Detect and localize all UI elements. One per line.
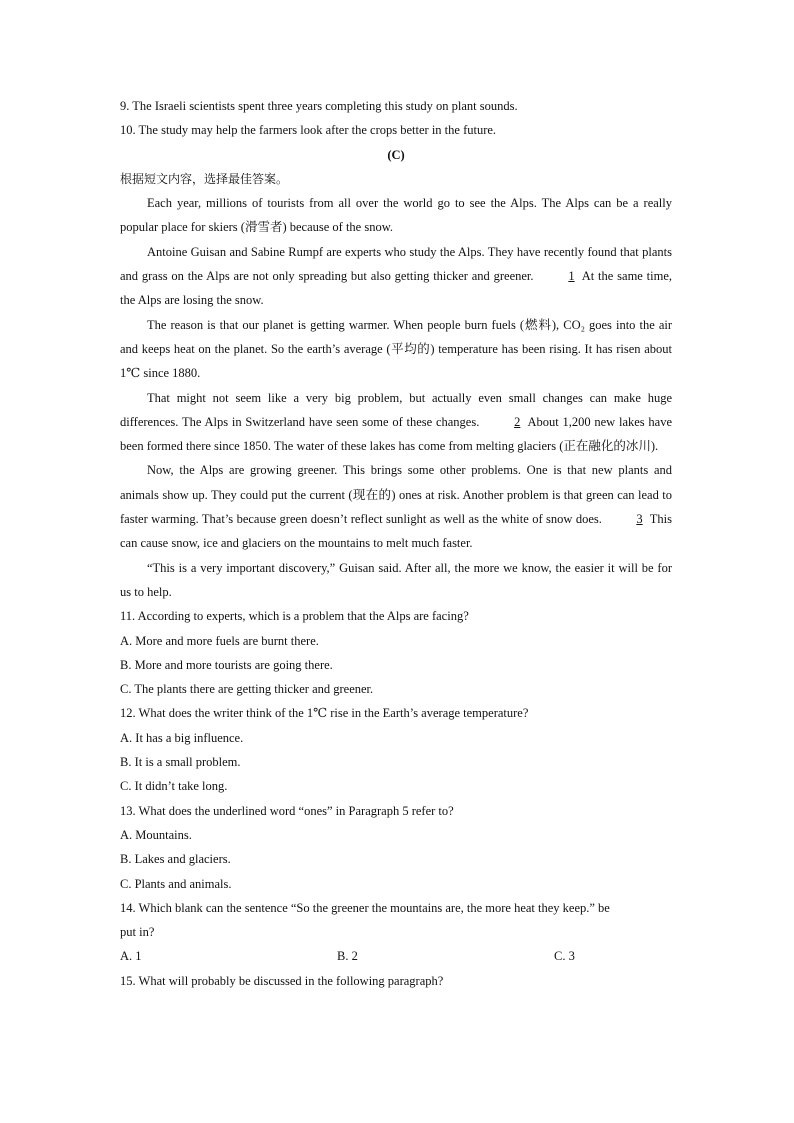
question-14-option-b: B. 2 (337, 949, 358, 964)
paragraph-2-text-after: At the same time, the Alps are losing the snow. (120, 269, 673, 308)
document-page (120, 94, 672, 993)
question-12-option-c: C. It didn’t take long. (120, 779, 228, 794)
question-13-option-c: C. Plants and animals. (120, 876, 232, 891)
paragraph-5-text-before: Now, the Alps are growing greener. This brings some other problems. One is that new plants and animals show up. They could put the current (现在的) ones at risk. Another problem is that green can lead to faster warming. That’s because green doesn’t reflect sunlight as well as the white of snow does. (120, 463, 672, 527)
passage-paragraph-1: Each year, millions of tourists from all over the world go to see the Alps. The Alps can be a really popular place for skiers (滑雪者) because of the snow. (120, 196, 672, 235)
passage-paragraph-4 (120, 386, 672, 459)
prior-item-10: 10. The study may help the farmers look after the crops better in the future. (120, 123, 497, 138)
question-12-option-a: A. It has a big influence. (120, 730, 244, 745)
question-14-stem-line-1: 14. Which blank can the sentence “So the greener the mountains are, the more heat they keep.” be (120, 900, 610, 915)
paragraph-4-text-before: That might not seem like a very big problem, but actually even small changes can make huge differences. The Alps in Switzerland have seen some of these changes. (120, 390, 672, 429)
prior-item-9: 9. The Israeli scientists spent three years completing this study on plant sounds. (120, 99, 518, 113)
passage-paragraph-6: “This is a very important discovery,” Guisan said. After all, the more we know, the easier it will be for us to help. (120, 560, 672, 599)
question-11-stem: 11. According to experts, which is a problem that the Alps are facing? (120, 609, 469, 624)
blank-3: 3 (636, 512, 643, 527)
question-12-option-b: B. It is a small problem. (120, 755, 241, 770)
question-14-stem-line-2: put in? (120, 925, 155, 940)
question-13-option-b: B. Lakes and glaciers. (120, 852, 231, 867)
paragraph-4-text-after: About 1,200 new lakes have been formed there since 1850. The water of these lakes has come from melting glaciers (正在融化的冰川). (120, 414, 673, 454)
passage-paragraph-3: The reason is that our planet is getting warmer. When people burn fuels (燃料), CO₂ goes into the air and keeps heat on the planet. So the earth’s average (平均的) temperature has been rising. It has risen about 1℃ since 1880. (120, 317, 672, 381)
question-12-stem: 12. What does the writer think of the 1℃ rise in the Earth’s average temperature? (120, 706, 529, 721)
question-13-stem: 13. What does the underlined word “ones” in Paragraph 5 refer to? (120, 803, 454, 818)
question-15-stem: 15. What will probably be discussed in the following paragraph? (120, 973, 444, 988)
blank-2: 2 (514, 414, 521, 429)
question-11-option-b: B. More and more tourists are going there. (120, 657, 333, 672)
question-14-options (120, 944, 672, 968)
section-title: (C) (387, 147, 405, 162)
blank-1: 1 (568, 269, 575, 284)
question-14-option-a: A. 1 (120, 949, 142, 964)
question-11-option-c: C. The plants there are getting thicker and greener. (120, 682, 374, 697)
question-14-option-c: C. 3 (554, 949, 575, 964)
passage-paragraph-5 (120, 458, 672, 555)
instruction: 根据短文内容，选择最佳答案。 (120, 171, 289, 186)
paragraph-5-text-after: This can cause snow, ice and glaciers on the mountains to melt much faster. (120, 512, 673, 551)
paragraph-2-text-before: Antoine Guisan and Sabine Rumpf are experts who study the Alps. They have recently found that plants and grass on the Alps are not only spreading but also getting thicker and greener. (120, 244, 672, 284)
question-11-option-a: A. More and more fuels are burnt there. (120, 633, 319, 648)
question-13-option-a: A. Mountains. (120, 827, 192, 842)
passage-paragraph-2 (120, 240, 672, 313)
